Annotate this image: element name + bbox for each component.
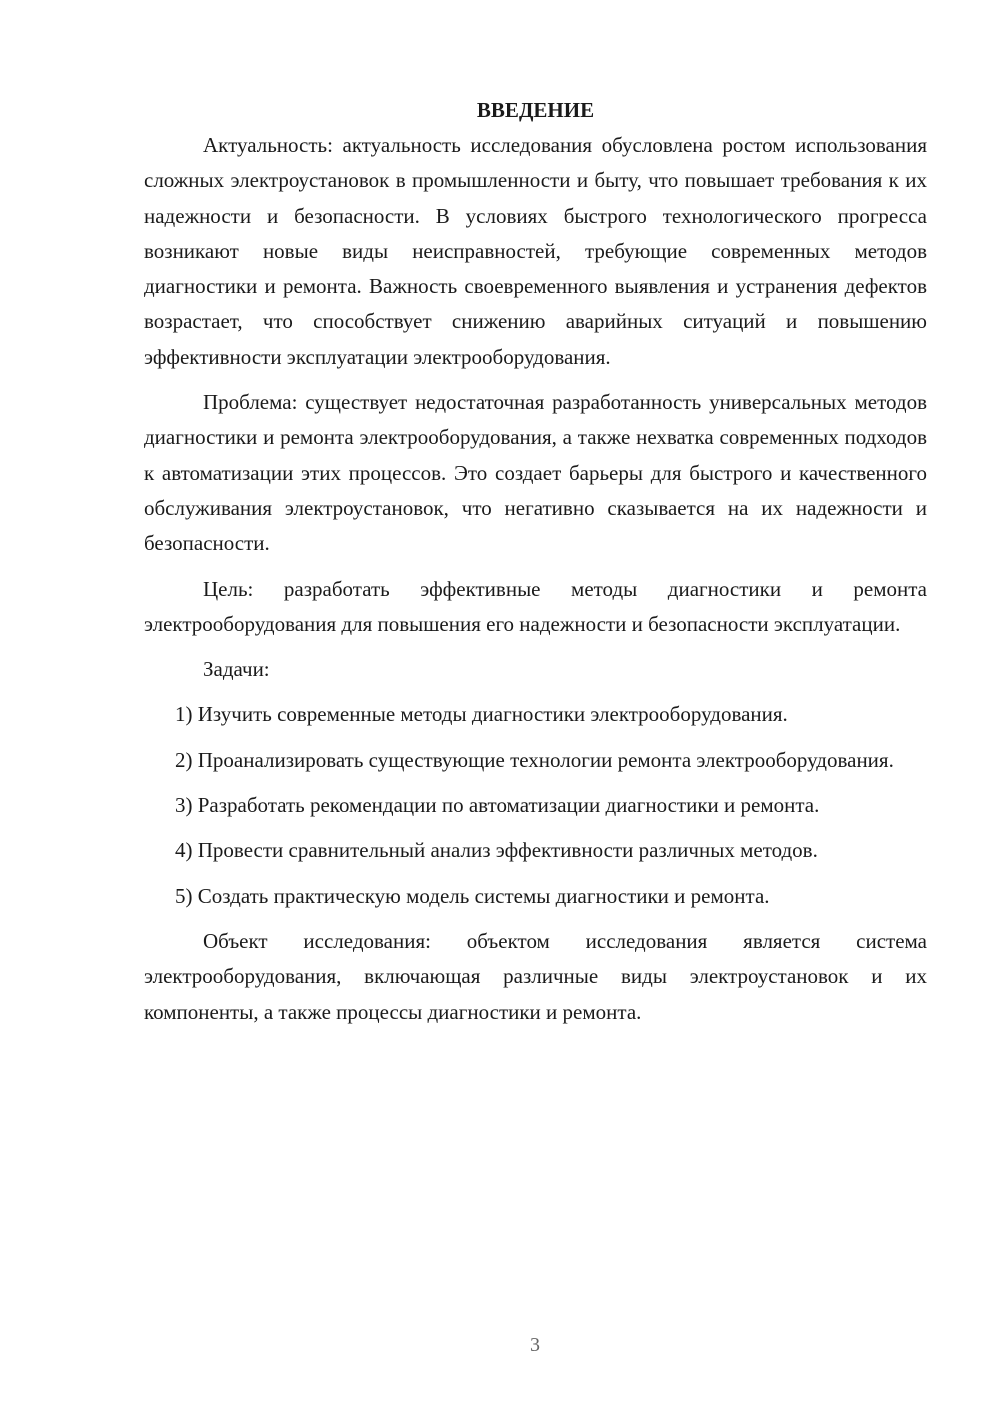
task-item-2: 2) Проанализировать существующие технологии ремонта электрооборудования. bbox=[175, 747, 894, 772]
page-content bbox=[144, 93, 927, 1030]
paragraph-problem: Проблема: существует недостаточная разработанность универсальных методов диагностики и ремонта электрооборудования, а также нехватка современных подходов к автоматизации этих процессов. Это создает барьеры для быстрого и качественного обслуживания электроустановок, что негативно сказывается на их надежности и безопасности. bbox=[144, 390, 927, 556]
page-title: ВВЕДЕНИЕ bbox=[476, 98, 595, 122]
task-item-4: 4) Провести сравнительный анализ эффективности различных методов. bbox=[175, 838, 818, 863]
page-number: 3 bbox=[530, 1334, 540, 1356]
tasks-heading: Задачи: bbox=[203, 657, 270, 682]
task-item-3: 3) Разработать рекомендации по автоматизации диагностики и ремонта. bbox=[175, 793, 820, 818]
task-item-1: 1) Изучить современные методы диагностики электрооборудования. bbox=[175, 702, 788, 727]
paragraph-goal: Цель: разработать эффективные методы диагностики и ремонта электрооборудования для повышения его надежности и безопасности эксплуатации. bbox=[144, 576, 927, 636]
paragraph-object: Объект исследования: объектом исследования является система электрооборудования, включающая различные виды электроустановок и их компоненты, а также процессы диагностики и ремонта. bbox=[144, 928, 927, 1024]
paragraph-relevance: Актуальность: актуальность исследования обусловлена ростом использования сложных электроустановок в промышленности и быту, что повышает требования к их надежности и безопасности. В условиях быстрого технологического прогресса возникают новые виды неисправностей, требующие современных методов диагностики и ремонта. Важность своевременного выявления и устранения дефектов возрастает, что способствует снижению аварийных ситуаций и повышению эффективности эксплуатации электрооборудования. bbox=[144, 133, 927, 369]
task-item-5: 5) Создать практическую модель системы диагностики и ремонта. bbox=[175, 883, 770, 908]
